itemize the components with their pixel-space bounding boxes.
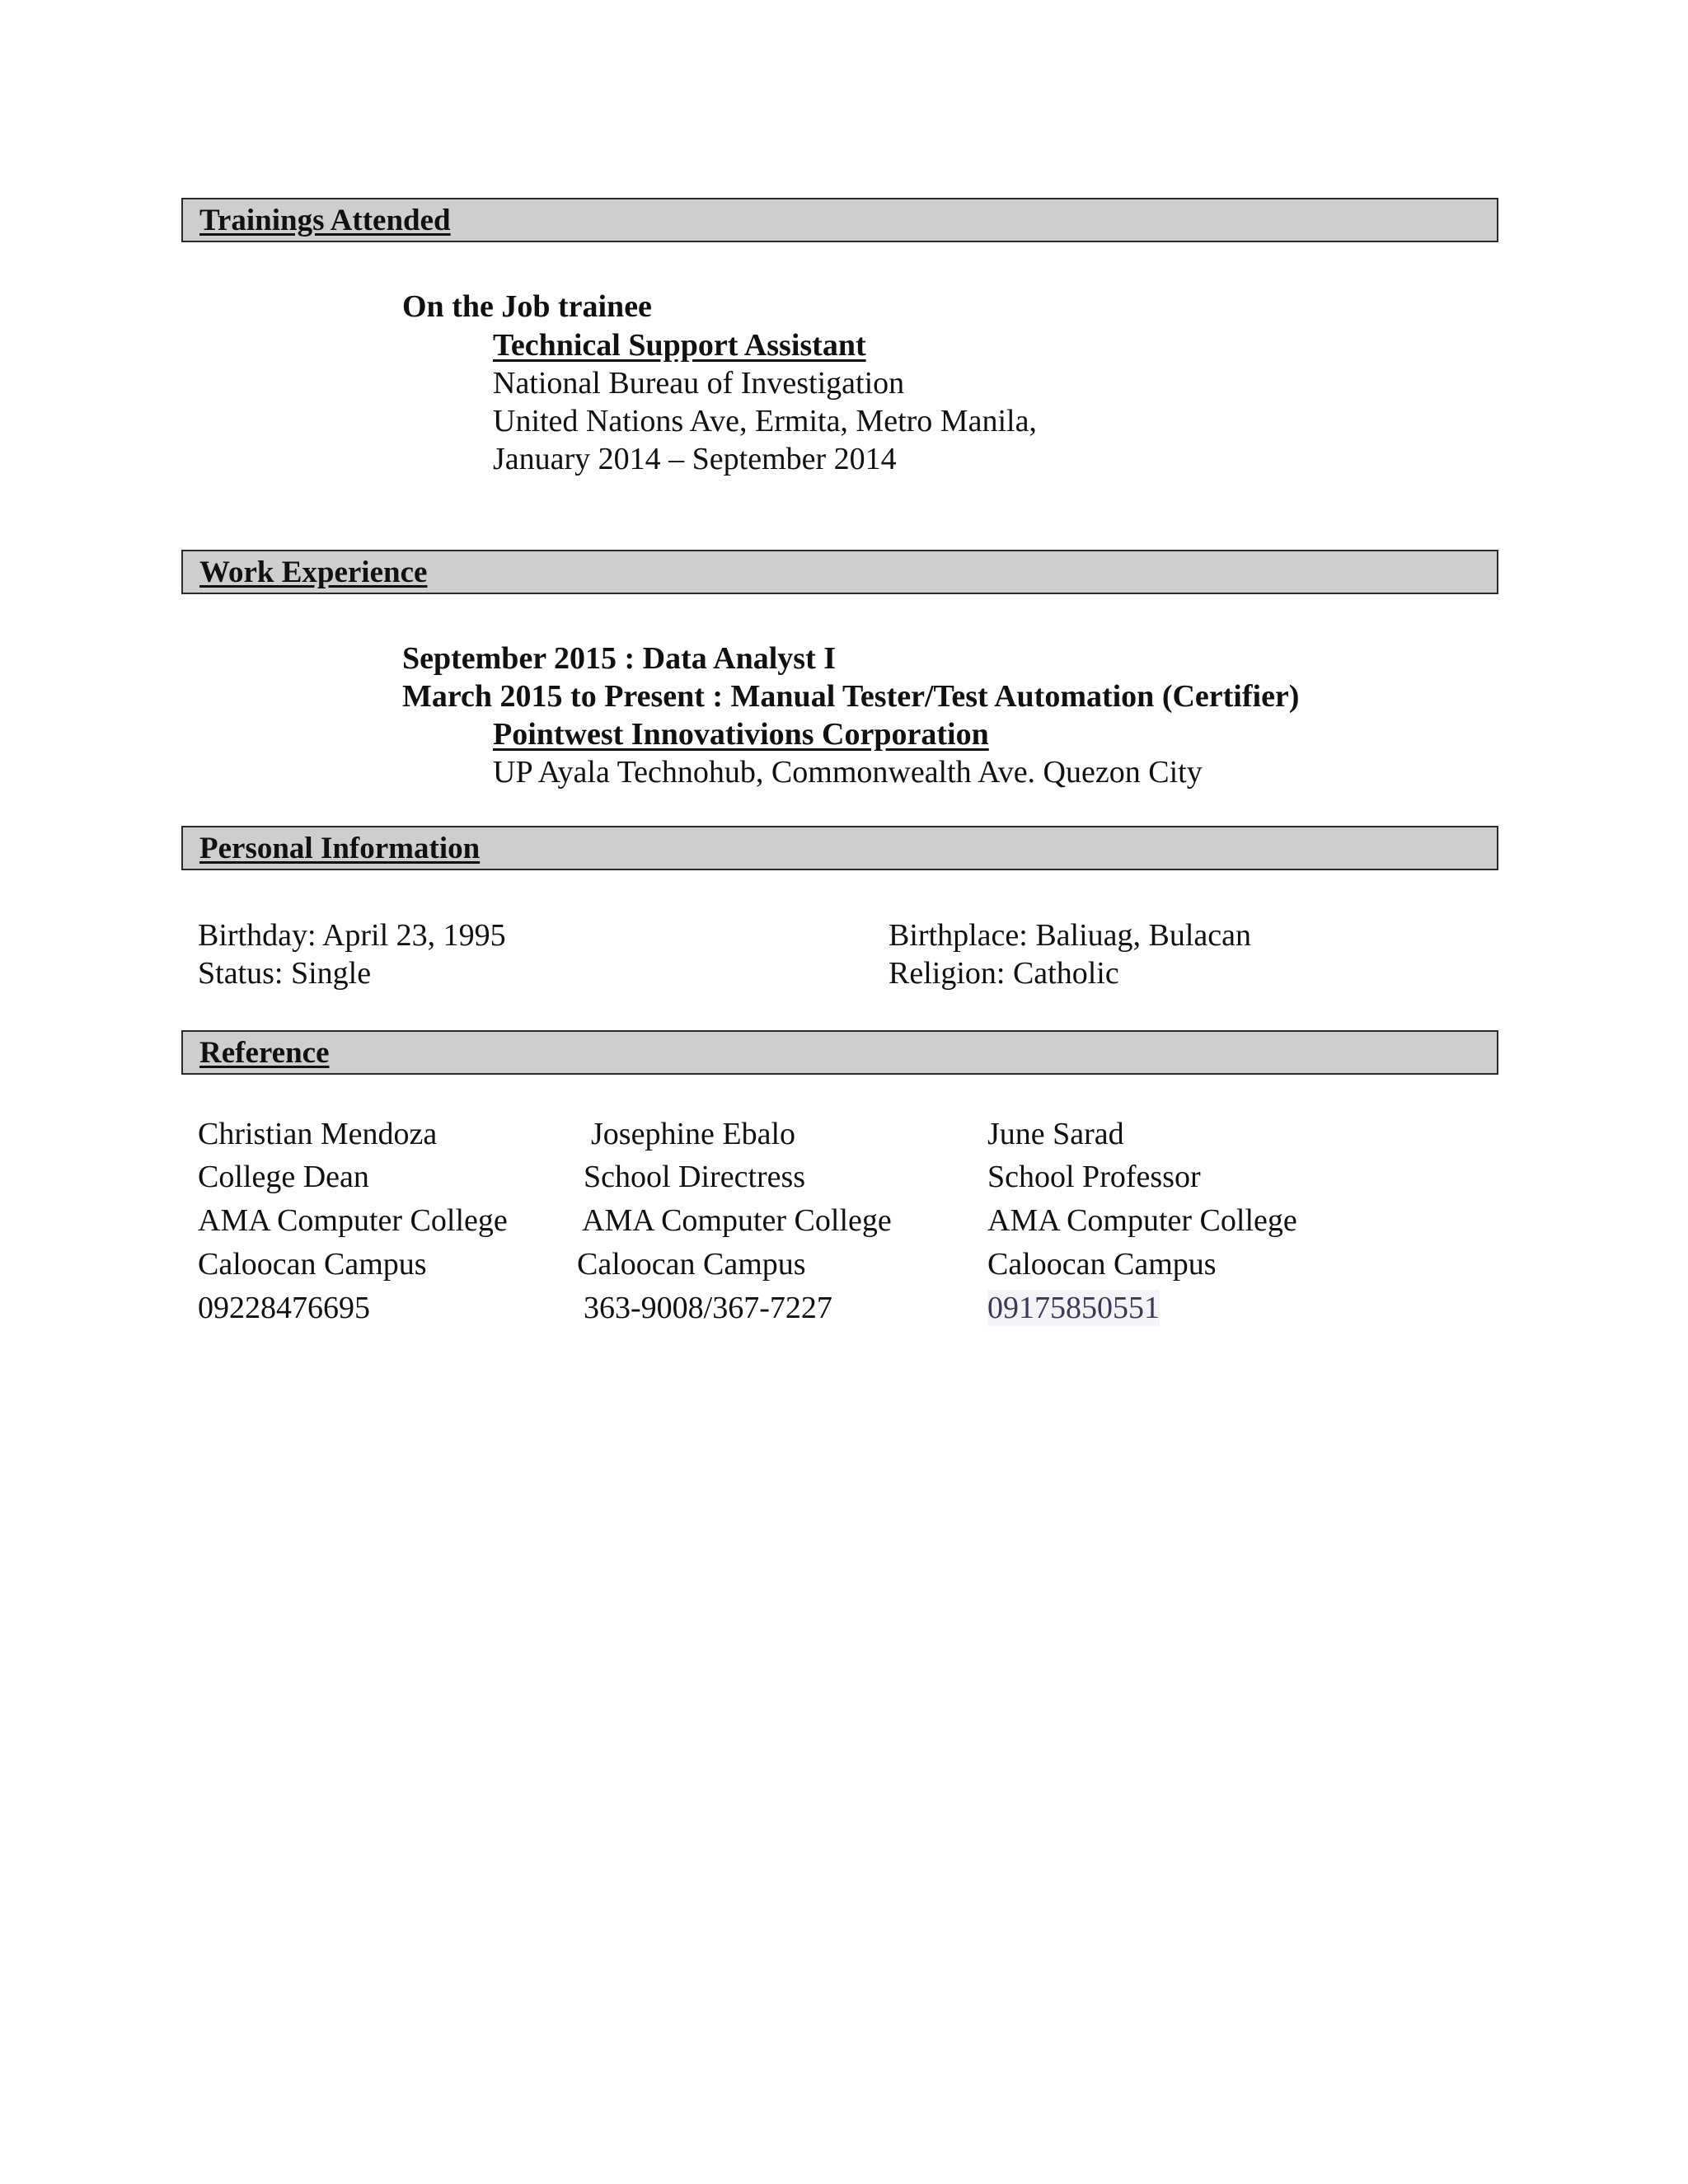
work-address: UP Ayala Technohub, Commonwealth Ave. Quezon City: [493, 755, 1203, 790]
reference-phone: 09175850551: [987, 1291, 1160, 1325]
training-position: Technical Support Assistant: [493, 328, 866, 363]
reference-position: College Dean: [198, 1160, 369, 1194]
personal-birthplace: Birthplace: Baliuag, Bulacan: [889, 918, 1252, 953]
work-header: [181, 550, 1498, 594]
reference-school: AMA Computer College: [582, 1203, 892, 1238]
reference-title: Reference: [199, 1036, 330, 1070]
training-role: On the Job trainee: [402, 289, 652, 324]
reference-campus: Caloocan Campus: [198, 1247, 427, 1282]
reference-phone: 363-9008/367-7227: [584, 1291, 832, 1325]
work-title: Work Experience: [199, 555, 428, 589]
work-entry-2: March 2015 to Present : Manual Tester/Test Automation (Certifier): [402, 679, 1300, 714]
reference-campus: Caloocan Campus: [577, 1247, 806, 1282]
reference-campus: Caloocan Campus: [987, 1247, 1217, 1282]
personal-religion: Religion: Catholic: [889, 956, 1119, 991]
work-entry-1: September 2015 : Data Analyst I: [402, 641, 837, 676]
personal-birthday: Birthday: April 23, 1995: [198, 918, 506, 953]
reference-phone: 09228476695: [198, 1291, 370, 1325]
reference-name: Christian Mendoza: [198, 1117, 438, 1151]
reference-position: School Directress: [584, 1160, 806, 1194]
training-period: January 2014 – September 2014: [493, 442, 897, 476]
personal-title: Personal Information: [199, 832, 481, 865]
work-company: Pointwest Innovativions Corporation: [493, 717, 989, 752]
reference-name: Josephine Ebalo: [591, 1117, 796, 1151]
reference-name: June Sarad: [987, 1117, 1124, 1151]
training-address: United Nations Ave, Ermita, Metro Manila,: [493, 404, 1037, 438]
reference-header: [181, 1030, 1498, 1075]
reference-school: AMA Computer College: [198, 1203, 508, 1238]
trainings-title: Trainings Attended: [199, 204, 451, 237]
reference-position: School Professor: [987, 1160, 1201, 1194]
personal-header: [181, 826, 1498, 870]
personal-status: Status: Single: [198, 956, 372, 991]
trainings-header: [181, 198, 1498, 242]
reference-school: AMA Computer College: [987, 1203, 1297, 1238]
training-organization: National Bureau of Investigation: [493, 366, 905, 401]
